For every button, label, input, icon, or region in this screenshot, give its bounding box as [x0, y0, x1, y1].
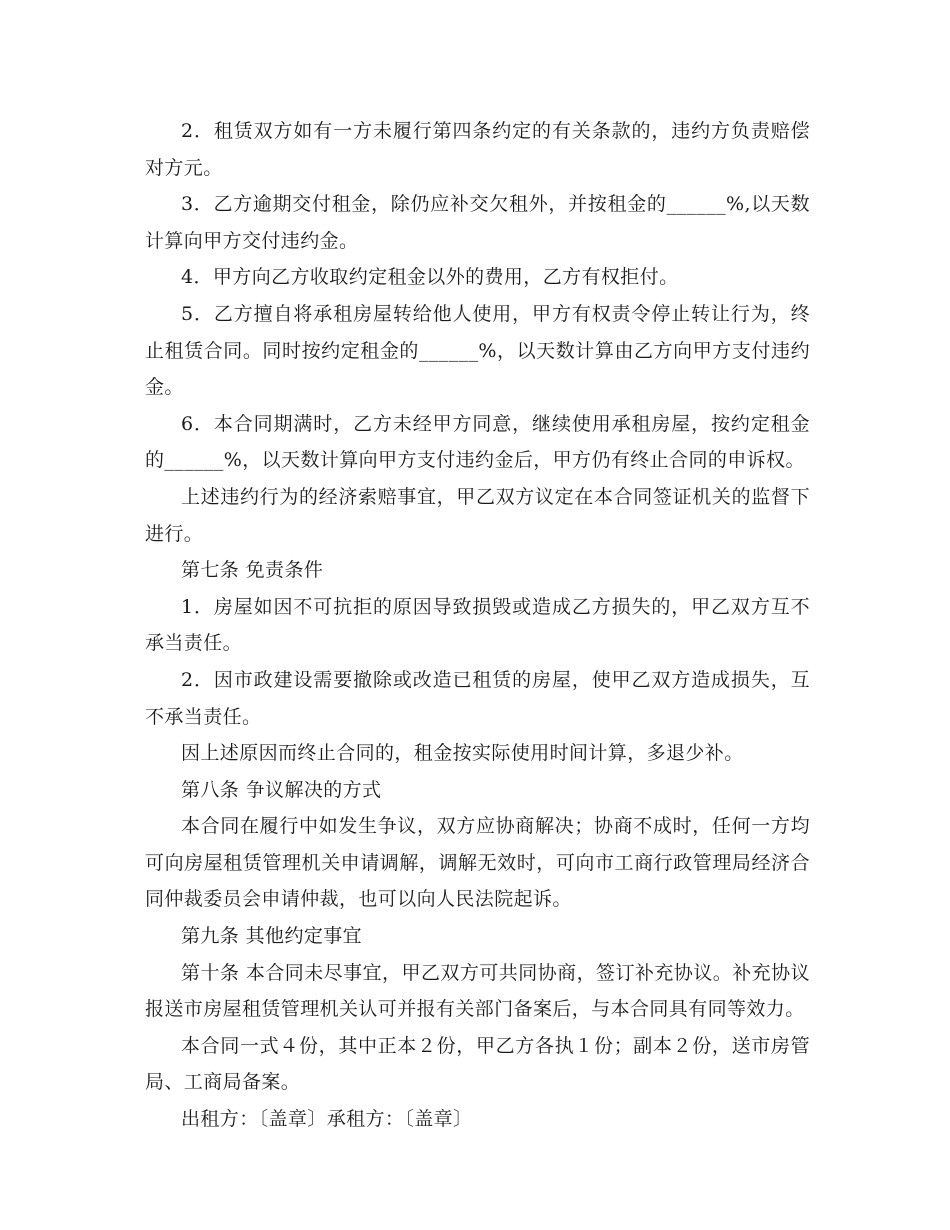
- clause-late-rent-penalty: 3．乙方逾期交付租金，除仍应补交欠租外，并按租金的______%,以天数计算向甲方交付违约金。: [145, 193, 810, 252]
- clause-overstay-penalty: 6．本合同期满时，乙方未经甲方同意，继续使用承租房屋，按约定租金的______%，以天数计算向甲方支付违约金后，甲方仍有终止合同的申诉权。: [145, 412, 810, 472]
- section-heading-other-matters: 第九条 其他约定事宜: [181, 925, 363, 948]
- clause-penalty-compensation: 2．租赁双方如有一方未履行第四条约定的有关条款的，违约方负责赔偿对方元。: [145, 120, 810, 179]
- clause-extra-fees: 4．甲方向乙方收取约定租金以外的费用，乙方有权拒付。: [181, 266, 679, 289]
- clause-municipal-construction: 2．因市政建设需要撤除或改造已租赁的房屋，使甲乙双方造成损失，互不承当责任。: [145, 668, 810, 728]
- signature-line: 出租方：〔盖章〕承租方：〔盖章〕: [181, 1108, 473, 1131]
- clause-dispute-resolution: 本合同在履行中如发生争议，双方应协商解决；协商不成时，任何一方均可向房屋租赁管理机关申请调解，调解无效时，可向市工商行政管理局经济合同仲裁委员会申请仲裁，也可以向人民法院起诉。: [145, 815, 810, 911]
- clause-force-majeure: 1．房屋如因不可抗拒的原因导致损毁或造成乙方损失的，甲乙双方互不承当责任。: [145, 595, 810, 655]
- clause-rent-settlement: 因上述原因而终止合同的，租金按实际使用时间计算，多退少补。: [181, 742, 744, 765]
- document-body: [145, 113, 810, 1138]
- clause-claims-supervision: 上述违约行为的经济索赔事宜，甲乙双方议定在本合同签证机关的监督下进行。: [145, 485, 810, 545]
- section-heading-exemption: 第七条 免责条件: [181, 559, 324, 582]
- clause-sublease-penalty: 5．乙方擅自将承租房屋转给他人使用，甲方有权责令停止转让行为，终止租赁合同。同时按约定租金的______%，以天数计算由乙方向甲方支付违约金。: [145, 302, 810, 399]
- section-heading-dispute: 第八条 争议解决的方式: [181, 778, 382, 801]
- clause-copies: 本合同一式４份，其中正本２份，甲乙方各执１份；副本２份，送市房管局、工商局备案。: [145, 1034, 810, 1094]
- clause-supplementary-agreement: 第十条 本合同未尽事宜，甲乙双方可共同协商，签订补充协议。补充协议报送市房屋租赁管理机关认可并报有关部门备案后，与本合同具有同等效力。: [145, 961, 810, 1021]
